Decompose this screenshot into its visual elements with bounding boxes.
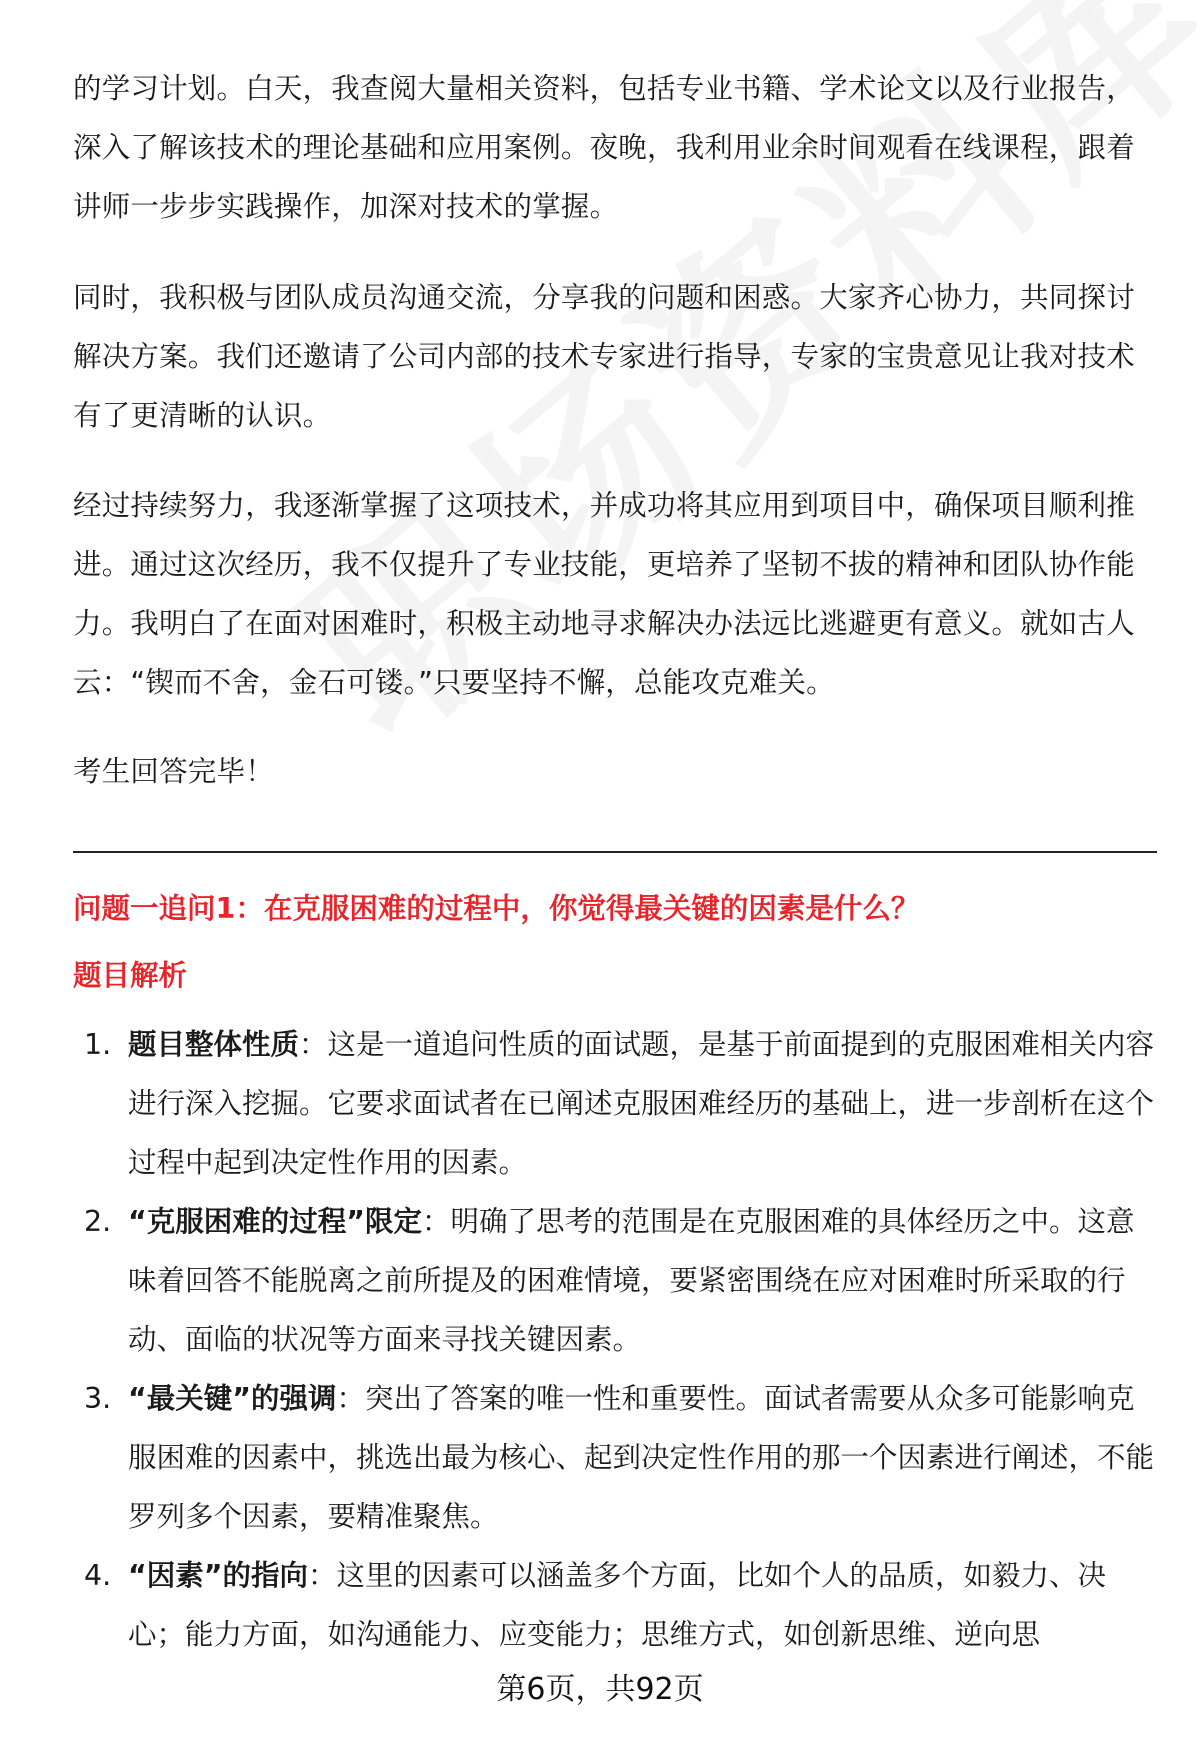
analysis-text: ：突出了答案的唯一性和重要性。面试者需要从众多可能影响克服困难的因素中，挑选出最为核心、起到决定性作用的那一个因素进行阐述，不能罗列多个因素，要精准聚焦。 [128, 1382, 1155, 1533]
list-number: 1. [84, 1028, 112, 1061]
answer-end-note: 考生回答完毕！ [73, 755, 274, 788]
follow-up-question-heading: 问题一追问1：在克服困难的过程中，你觉得最关键的因素是什么？ [73, 892, 920, 925]
analysis-text: ：明确了思考的范围是在克服困难的具体经历之中。这意味着回答不能脱离之前所提及的困难情境，要紧密围绕在应对困难时所采取的行动、面临的状况等方面来寻找关键因素。 [128, 1205, 1135, 1356]
list-number: 2. [84, 1205, 112, 1238]
body-paragraph: 经过持续努力，我逐渐掌握了这项技术，并成功将其应用到项目中，确保项目顺利推进。通过这次经历，我不仅提升了专业技能，更培养了坚韧不拔的精神和团队协作能力。我明白了在面对困难时，积极主动地寻求解决办法远比逃避更有意义。就如古人云：“锲而不舍，金石可镂。”只要坚持不懈，总能攻克难关。 [73, 489, 1135, 699]
analysis-term: “最关键”的强调 [128, 1382, 337, 1415]
analysis-item [0, 1546, 1160, 1664]
analysis-item [0, 1192, 1160, 1369]
analysis-term: “因素”的指向 [128, 1559, 308, 1592]
analysis-item [0, 1015, 1160, 1192]
body-paragraph: 的学习计划。白天，我查阅大量相关资料，包括专业书籍、学术论文以及行业报告，深入了解该技术的理论基础和应用案例。夜晚，我利用业余时间观看在线课程，跟着讲师一步步实践操作，加深对技术的掌握。 [73, 72, 1135, 223]
analysis-term: “克服困难的过程”限定 [128, 1205, 422, 1238]
page-number-footer: 第6页，共92页 [496, 1672, 704, 1707]
body-paragraph: 同时，我积极与团队成员沟通交流，分享我的问题和困惑。大家齐心协力，共同探讨解决方案。我们还邀请了公司内部的技术专家进行指导，专家的宝贵意见让我对技术有了更清晰的认识。 [73, 281, 1135, 432]
analysis-text: ：这是一道追问性质的面试题，是基于前面提到的克服困难相关内容进行深入挖掘。它要求面试者在已阐述克服困难经历的基础上，进一步剖析在这个过程中起到决定性作用的因素。 [128, 1028, 1155, 1179]
analysis-heading: 题目解析 [73, 959, 188, 992]
analysis-item [0, 1369, 1160, 1546]
list-number: 3. [84, 1382, 112, 1415]
analysis-term: 题目整体性质 [128, 1028, 300, 1061]
list-number: 4. [84, 1559, 112, 1592]
section-divider [73, 851, 1157, 853]
analysis-list [0, 1015, 1200, 1664]
analysis-text: ：这里的因素可以涵盖多个方面，比如个人的品质，如毅力、决心；能力方面，如沟通能力、应变能力；思维方式，如创新思维、逆向思 [128, 1559, 1106, 1651]
